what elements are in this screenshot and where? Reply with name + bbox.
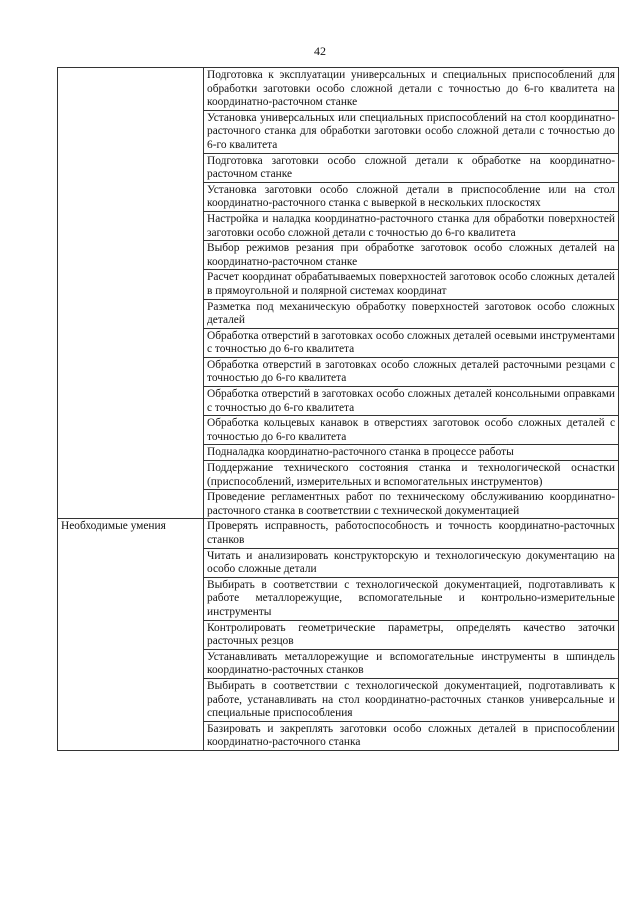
section-label: [58, 68, 204, 519]
item-text: Проведение регламентных работ по техническому обслуживанию координатно-расточного станка в соответствии с технической документацией: [204, 490, 619, 519]
table-body: [58, 68, 619, 751]
item-text: Подготовка к эксплуатации универсальных и специальных приспособлений для обработки заготовки особо сложной детали с точностью до 6-го квалитета на координатно-расточном станке: [204, 68, 619, 111]
section-label: Необходимые умения: [58, 519, 204, 751]
item-text: Выбирать в соответствии с технологической документацией, подготавливать к работе металлорежущие, вспомогательные и контрольно-измерительные инструменты: [204, 577, 619, 620]
item-text: Базировать и закреплять заготовки особо сложных деталей в приспособлении координатно-расточного станка: [204, 721, 619, 750]
item-text: Выбор режимов резания при обработке заготовок особо сложных деталей на координатно-расточном станке: [204, 241, 619, 270]
item-text: Выбирать в соответствии с технологической документацией, подготавливать к работе, устанавливать на стол координатно-расточных станков универсальные и специальные приспособления: [204, 678, 619, 721]
table-row: [58, 68, 619, 111]
item-text: Разметка под механическую обработку поверхностей заготовок особо сложных деталей: [204, 299, 619, 328]
table-row: [58, 519, 619, 548]
competency-table: [57, 67, 619, 751]
item-text: Расчет координат обрабатываемых поверхностей заготовок особо сложных деталей в прямоугольной и полярной системах координат: [204, 270, 619, 299]
item-text: Установка универсальных или специальных приспособлений на стол координатно-расточного станка для обработки заготовки особо сложной детали с точностью до 6-го квалитета: [204, 110, 619, 153]
item-text: Поддержание технического состояния станка и технологической оснастки (приспособлений, измерительных и вспомогательных инструментов): [204, 461, 619, 490]
item-text: Обработка отверстий в заготовках особо сложных деталей расточными резцами с точностью до 6-го квалитета: [204, 357, 619, 386]
item-text: Подналадка координатно-расточного станка в процессе работы: [204, 445, 619, 461]
page-number: 42: [314, 44, 326, 58]
item-text: Обработка кольцевых канавок в отверстиях заготовок особо сложных деталей с точностью до 6-го квалитета: [204, 416, 619, 445]
item-text: Читать и анализировать конструкторскую и технологическую документацию на особо сложные детали: [204, 548, 619, 577]
item-text: Настройка и наладка координатно-расточного станка для обработки поверхностей заготовки особо сложной детали с точностью до 6-го квалитета: [204, 211, 619, 240]
item-text: Подготовка заготовки особо сложной детали к обработке на координатно-расточном станке: [204, 153, 619, 182]
item-text: Проверять исправность, работоспособность и точность координатно-расточных станков: [204, 519, 619, 548]
item-text: Установка заготовки особо сложной детали в приспособление или на стол координатно-расточного станка с выверкой в нескольких плоскостях: [204, 182, 619, 211]
item-text: Устанавливать металлорежущие и вспомогательные инструменты в шпиндель координатно-расточных станков: [204, 649, 619, 678]
item-text: Обработка отверстий в заготовках особо сложных деталей осевыми инструментами с точностью до 6-го квалитета: [204, 328, 619, 357]
item-text: Контролировать геометрические параметры, определять качество заточки расточных резцов: [204, 620, 619, 649]
item-text: Обработка отверстий в заготовках особо сложных деталей консольными оправками с точностью до 6-го квалитета: [204, 387, 619, 416]
